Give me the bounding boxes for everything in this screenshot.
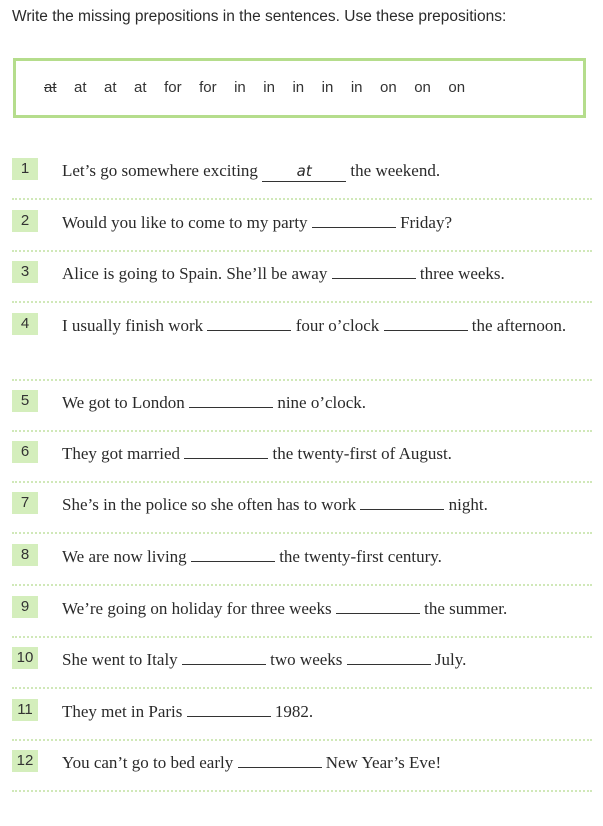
question-text bbox=[62, 441, 592, 467]
sentence-fragment: the twenty-first century. bbox=[274, 547, 442, 566]
row-divider bbox=[12, 532, 592, 535]
sentence-fragment: the summer. bbox=[419, 599, 508, 618]
answer-blank[interactable] bbox=[347, 649, 431, 665]
answer-blank[interactable] bbox=[189, 392, 273, 408]
sentence-fragment: Alice is going to Spain. She’ll be away bbox=[62, 264, 332, 283]
answer-blank[interactable] bbox=[384, 315, 468, 331]
preposition-word: on bbox=[448, 79, 466, 96]
question-text bbox=[62, 261, 592, 287]
preposition-word: in bbox=[292, 79, 305, 96]
preposition-word: at bbox=[134, 79, 147, 96]
question-text bbox=[62, 647, 592, 673]
row-divider bbox=[12, 430, 592, 433]
question-text bbox=[62, 313, 592, 339]
sentence-fragment: 1982. bbox=[270, 702, 314, 721]
question-text bbox=[62, 750, 592, 776]
question-text bbox=[62, 596, 592, 622]
question-text bbox=[62, 158, 592, 184]
sentence-fragment: She went to Italy bbox=[62, 650, 182, 669]
example-answer: at bbox=[262, 164, 346, 182]
answer-blank[interactable] bbox=[191, 546, 275, 562]
answer-blank[interactable] bbox=[238, 752, 322, 768]
question-text bbox=[62, 544, 592, 570]
answer-blank[interactable] bbox=[187, 701, 271, 717]
row-divider bbox=[12, 636, 592, 639]
row-divider bbox=[12, 790, 592, 793]
sentence-fragment: They met in Paris bbox=[62, 702, 187, 721]
answer-blank[interactable] bbox=[360, 494, 444, 510]
row-divider bbox=[12, 687, 592, 690]
preposition-word: on bbox=[380, 79, 397, 96]
sentence-fragment: We are now living bbox=[62, 547, 191, 566]
question-number: 8 bbox=[12, 544, 38, 566]
sentence-fragment: nine o’clock. bbox=[273, 393, 367, 412]
preposition-word: at bbox=[74, 79, 87, 96]
sentence-fragment: We’re going on holiday for three weeks bbox=[62, 599, 336, 618]
row-divider bbox=[12, 379, 592, 382]
row-divider bbox=[12, 198, 592, 201]
sentence-fragment: Would you like to come to my party bbox=[62, 213, 312, 232]
row-divider bbox=[12, 584, 592, 587]
question-number: 12 bbox=[12, 750, 38, 772]
preposition-word: for bbox=[199, 79, 217, 96]
sentence-fragment: She’s in the police so she often has to work bbox=[62, 495, 361, 514]
sentence-fragment: Let’s go somewhere exciting bbox=[62, 161, 263, 180]
answer-blank[interactable] bbox=[332, 263, 416, 279]
sentence-fragment: the twenty-first of August. bbox=[268, 444, 452, 463]
preposition-word: for bbox=[164, 79, 182, 96]
sentence-fragment: You can’t go to bed early bbox=[62, 753, 238, 772]
preposition-word: at bbox=[44, 79, 57, 96]
answer-blank[interactable] bbox=[207, 315, 291, 331]
preposition-word: in bbox=[263, 79, 275, 96]
instruction-text: Write the missing prepositions in the sentences. Use these prepositions: bbox=[12, 8, 507, 25]
question-number: 11 bbox=[12, 699, 38, 721]
preposition-word: at bbox=[104, 79, 117, 96]
preposition-word: in bbox=[321, 79, 334, 96]
sentence-fragment: New Year’s Eve! bbox=[321, 753, 442, 772]
preposition-word: on bbox=[414, 79, 431, 96]
sentence-fragment: Friday? bbox=[395, 213, 452, 232]
preposition-list bbox=[44, 79, 483, 96]
sentence-fragment: the afternoon. bbox=[467, 316, 567, 335]
sentence-fragment: four o’clock bbox=[291, 316, 384, 335]
row-divider bbox=[12, 481, 592, 484]
sentence-fragment: two weeks bbox=[265, 650, 347, 669]
answer-blank[interactable] bbox=[184, 443, 268, 459]
question-text bbox=[62, 699, 592, 725]
question-number: 4 bbox=[12, 313, 38, 335]
sentence-fragment: We got to London bbox=[62, 393, 190, 412]
row-divider bbox=[12, 301, 592, 304]
question-number: 1 bbox=[12, 158, 38, 180]
question-number: 6 bbox=[12, 441, 38, 463]
sentence-fragment: I usually finish work bbox=[62, 316, 208, 335]
question-number: 2 bbox=[12, 210, 38, 232]
sentence-fragment: They got married bbox=[62, 444, 185, 463]
question-number: 3 bbox=[12, 261, 38, 283]
question-text bbox=[62, 210, 592, 236]
row-divider bbox=[12, 739, 592, 742]
preposition-word: in bbox=[234, 79, 246, 96]
row-divider bbox=[12, 250, 592, 253]
answer-blank[interactable] bbox=[336, 598, 420, 614]
answer-blank[interactable] bbox=[182, 649, 266, 665]
question-text bbox=[62, 492, 592, 518]
question-text bbox=[62, 390, 592, 416]
sentence-fragment: three weeks. bbox=[415, 264, 505, 283]
question-number: 5 bbox=[12, 390, 38, 412]
sentence-fragment: the weekend. bbox=[346, 161, 441, 180]
sentence-fragment: night. bbox=[444, 495, 488, 514]
question-number: 10 bbox=[12, 647, 38, 669]
sentence-fragment: July. bbox=[430, 650, 467, 669]
question-number: 7 bbox=[12, 492, 38, 514]
question-number: 9 bbox=[12, 596, 38, 618]
preposition-word: in bbox=[350, 79, 363, 96]
answer-blank[interactable] bbox=[312, 212, 396, 228]
